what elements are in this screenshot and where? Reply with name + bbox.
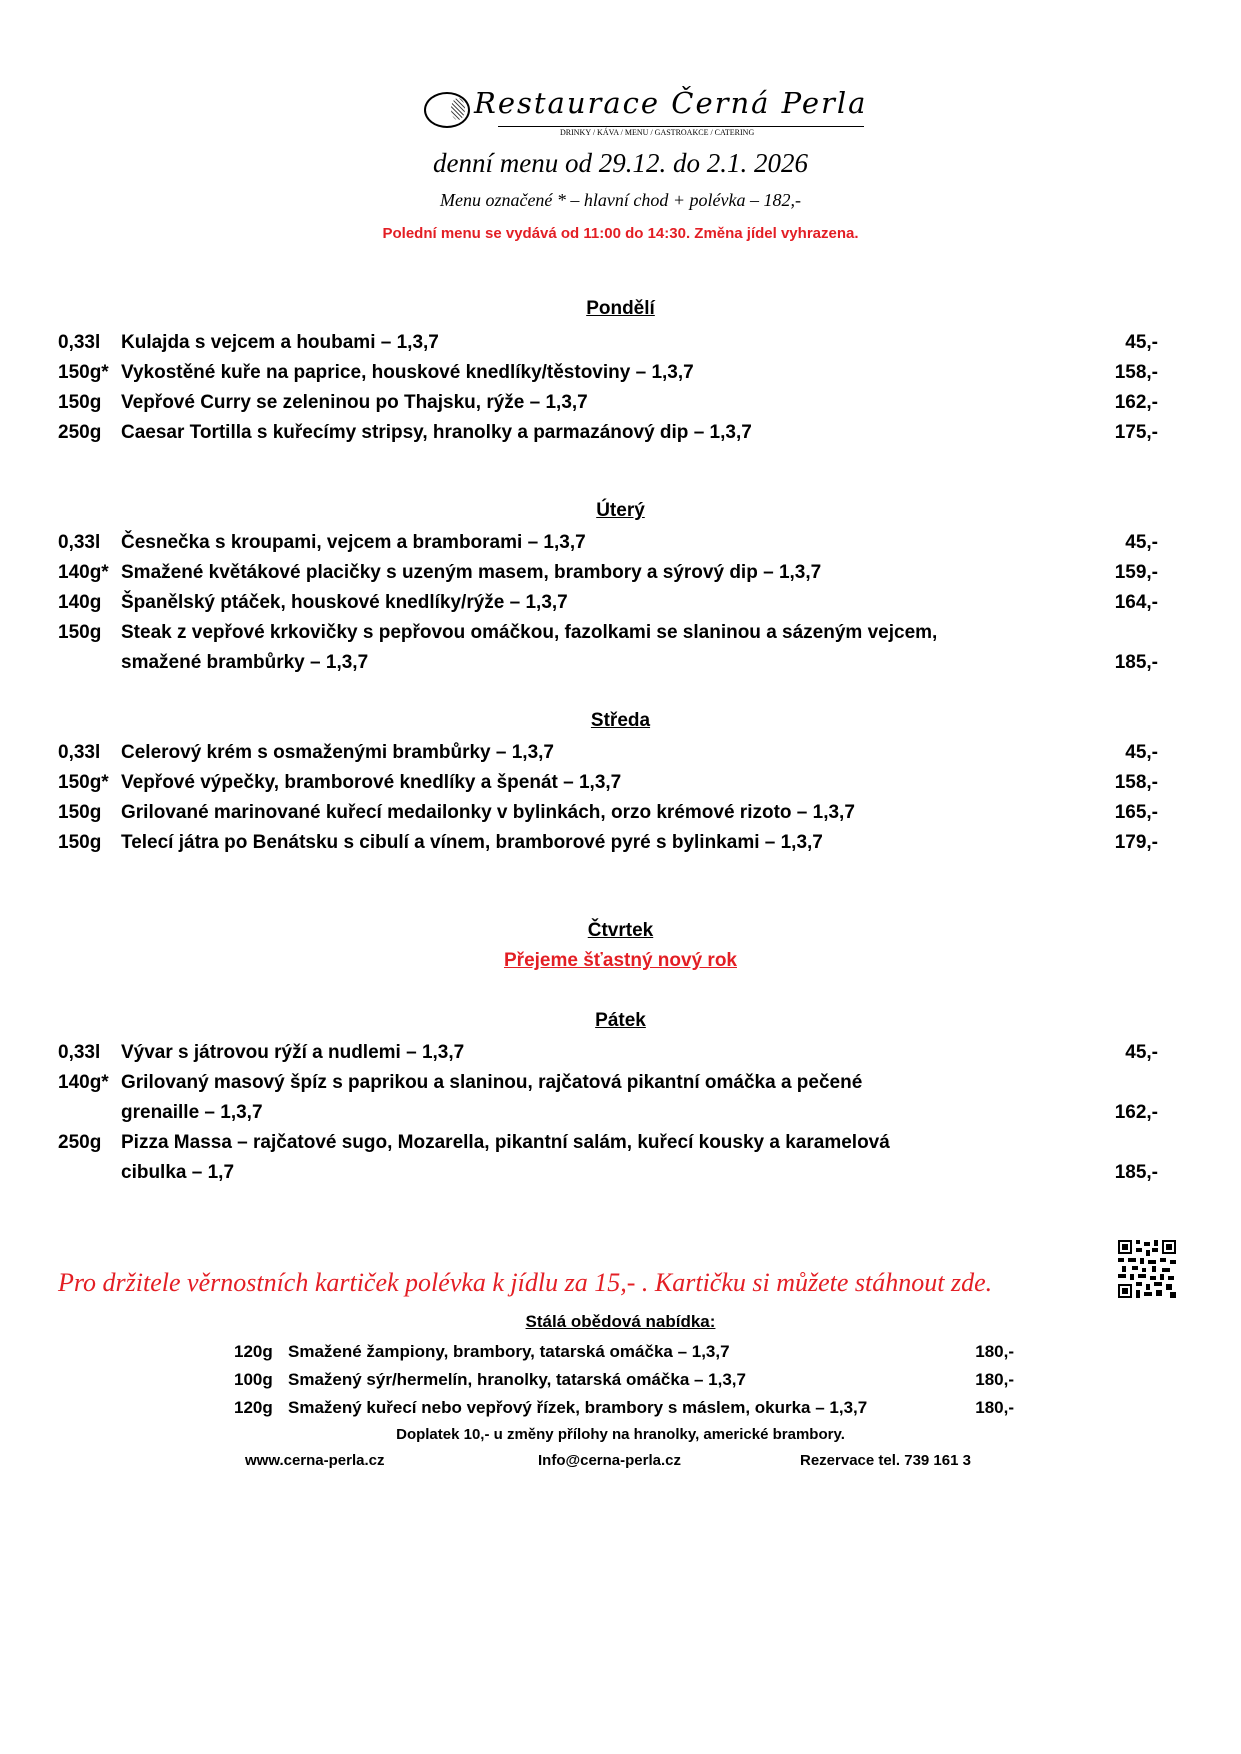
item-price: 45,- [1125,1042,1158,1063]
item-price: 175,- [1114,422,1158,443]
holiday-note: Přejeme šťastný nový rok [504,950,737,971]
item-price: 180,- [975,1370,1014,1389]
item-description: Vepřové Curry se zeleninou po Thajsku, rýže – 1,3,7 [121,392,588,413]
item-weight: 0,33l [58,532,101,553]
logo-text: Restaurace Černá Perla [474,86,868,120]
menu-item-continuation [58,1098,1158,1128]
item-description: Steak z vepřové krkovičky s pepřovou omáčkou, fazolkami se slaninou a sázeným vejcem, [121,622,938,643]
item-weight: 150g [58,802,102,823]
item-description: Smažené květákové placičky s uzeným masem, brambory a sýrový dip – 1,3,7 [121,562,822,583]
item-price: 45,- [1125,742,1158,763]
menu-item [58,1068,1158,1098]
item-price: 162,- [1114,392,1158,413]
qr-code-icon[interactable] [1118,1240,1176,1298]
menu-item [58,618,1158,648]
restaurant-logo [420,86,880,142]
item-price: 45,- [1125,332,1158,353]
menu-item-continuation [58,648,1158,678]
menu-item [58,388,1158,418]
item-weight: 250g [58,422,102,443]
email-link[interactable]: Info@cerna-perla.cz [538,1452,681,1469]
item-description: Pizza Massa – rajčatové sugo, Mozarella, pikantní salám, kuřecí kousky a karamelová [121,1132,890,1153]
pearl-icon [424,92,470,128]
website-link[interactable]: www.cerna-perla.cz [245,1452,385,1469]
menu-item [58,418,1158,448]
item-price: 165,- [1114,802,1158,823]
standing-menu-item [234,1394,1014,1422]
item-description: Smažené žampiony, brambory, tatarská omáčka – 1,3,7 [288,1342,730,1361]
menu-item [58,328,1158,358]
item-price: 162,- [1114,1102,1158,1123]
item-price: 180,- [975,1342,1014,1361]
menu-item-continuation [58,1158,1158,1188]
menu-item [58,358,1158,388]
menu-item [58,768,1158,798]
item-weight: 250g [58,1132,102,1153]
item-price: 159,- [1114,562,1158,583]
item-price: 179,- [1114,832,1158,853]
menu-subtitle: Menu označené * – hlavní chod + polévka – 182,- [439,190,802,210]
item-weight: 140g* [58,562,109,583]
menu-item [58,558,1158,588]
item-weight: 150g [58,392,102,413]
item-price: 185,- [1114,1162,1158,1183]
menu-title: denní menu od 29.12. do 2.1. 2026 [433,148,808,178]
standing-menu-item [234,1338,1014,1366]
item-weight: 140g* [58,1072,109,1093]
logo-tagline: DRINKY / KÁVA / MENU / GASTROAKCE / CATERING [560,128,755,137]
item-description: Grilované marinované kuřecí medailonky v bylinkách, orzo krémové rizoto – 1,3,7 [121,802,855,823]
item-description: Grilovaný masový špíz s paprikou a slaninou, rajčatová pikantní omáčka a pečené [121,1072,863,1093]
item-weight: 150g* [58,362,109,383]
item-price: 164,- [1114,592,1158,613]
item-weight: 0,33l [58,1042,101,1063]
item-description: Španělský ptáček, houskové knedlíky/rýže – 1,3,7 [121,592,568,613]
menu-item [58,1038,1158,1068]
menu-item [58,828,1158,858]
item-weight: 140g [58,592,102,613]
item-description: Vývar s játrovou rýží a nudlemi – 1,3,7 [121,1042,465,1063]
item-weight: 120g [234,1398,273,1417]
day-heading-utery: Úterý [596,500,645,521]
item-description: Vykostěné kuře na paprice, houskové knedlíky/těstoviny – 1,3,7 [121,362,694,383]
menu-item [58,528,1158,558]
item-price: 158,- [1114,772,1158,793]
loyalty-offer: Pro držitele věrnostních kartiček polévka k jídlu za 15,- . Kartičku si můžete stáhnout zde. [58,1268,993,1297]
day-heading-patek: Pátek [595,1010,646,1031]
item-price: 45,- [1125,532,1158,553]
item-description: smažené brambůrky – 1,3,7 [121,652,369,673]
item-description: Caesar Tortilla s kuřecímy stripsy, hranolky a parmazánový dip – 1,3,7 [121,422,752,443]
item-weight: 0,33l [58,332,101,353]
item-weight: 150g [58,622,102,643]
item-description: Česnečka s kroupami, vejcem a bramborami – 1,3,7 [121,532,586,553]
side-dish-surcharge: Doplatek 10,- u změny přílohy na hranolky, americké brambory. [396,1426,845,1443]
item-description: Kulajda s vejcem a houbami – 1,3,7 [121,332,439,353]
day-heading-pondeli: Pondělí [586,298,655,319]
item-weight: 100g [234,1370,273,1389]
item-description: grenaille – 1,3,7 [121,1102,263,1123]
item-price: 185,- [1114,652,1158,673]
item-weight: 150g [58,832,102,853]
item-description: Smažený kuřecí nebo vepřový řízek, brambory s máslem, okurka – 1,3,7 [288,1398,868,1417]
item-weight: 0,33l [58,742,101,763]
menu-item [58,588,1158,618]
item-description: Celerový krém s osmaženými brambůrky – 1,3,7 [121,742,555,763]
item-description: cibulka – 1,7 [121,1162,235,1183]
item-description: Vepřové výpečky, bramborové knedlíky a špenát – 1,3,7 [121,772,622,793]
item-price: 158,- [1114,362,1158,383]
menu-item [58,738,1158,768]
day-heading-streda: Středa [590,710,651,731]
day-heading-ctvrtek: Čtvrtek [587,920,654,941]
menu-item [58,798,1158,828]
logo-underline [498,126,864,127]
standing-menu-item [234,1366,1014,1394]
item-weight: 150g* [58,772,109,793]
item-weight: 120g [234,1342,273,1361]
standing-menu-heading: Stálá obědová nabídka: [525,1312,716,1331]
item-description: Telecí játra po Benátsku s cibulí a vínem, bramborové pyré s bylinkami – 1,3,7 [121,832,823,853]
item-description: Smažený sýr/hermelín, hranolky, tatarská omáčka – 1,3,7 [288,1370,746,1389]
item-price: 180,- [975,1398,1014,1417]
menu-item [58,1128,1158,1158]
reservation-phone: Rezervace tel. 739 161 3 [800,1452,971,1469]
serving-notice: Polední menu se vydává od 11:00 do 14:30. Změna jídel vyhrazena. [382,225,859,242]
